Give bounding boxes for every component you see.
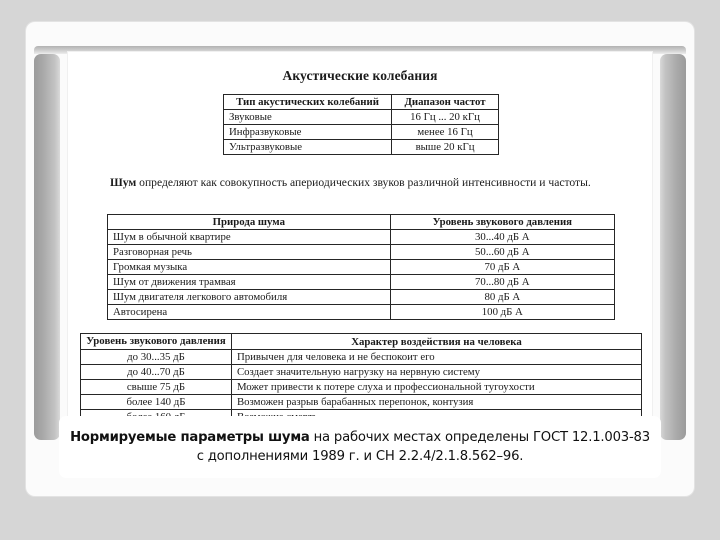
cell-noise-source: Разговорная речь [108, 245, 391, 260]
table-row [224, 125, 499, 140]
cell-sound-pressure-level: до 30...35 дБ [81, 350, 232, 365]
table-noise-effects [80, 333, 642, 425]
table-row [81, 365, 642, 380]
document-title: Акустические колебания [282, 68, 438, 83]
table-header-row [224, 95, 499, 110]
caption-text [69, 428, 651, 466]
cell-noise-source: Шум двигателя легкового автомобиля [108, 290, 391, 305]
table-row [224, 140, 499, 155]
cell-effect-on-human: Может привести к потере слуха и профессиональной тугоухости [231, 380, 641, 395]
table-row [81, 395, 642, 410]
column-header-sound-pressure-level: Уровень звукового давления [81, 334, 232, 350]
cell-sound-pressure-level: свыше 75 дБ [81, 380, 232, 395]
caption-rest-part: на рабочих местах определены ГОСТ 12.1.003-83 с дополнениями 1989 г. и СН 2.2.4/2.1.8.562–96. [196, 430, 650, 464]
cell-noise-source: Шум в обычной квартире [108, 230, 391, 245]
noise-definition-paragraph [88, 174, 633, 191]
cell-acoustic-type: Звуковые [224, 110, 392, 125]
cell-noise-source: Шум от движения трамвая [108, 275, 391, 290]
cell-frequency-range: 16 Гц ... 20 кГц [392, 110, 499, 125]
column-header-effect-on-human: Характер воздействия на человека [231, 334, 641, 350]
cell-sound-pressure-level: 50...60 дБ А [390, 245, 614, 260]
table-row [81, 350, 642, 365]
cell-sound-pressure-level: 70...80 дБ А [390, 275, 614, 290]
cell-effect-on-human: Создает значительную нагрузку на нервную систему [231, 365, 641, 380]
table-row [108, 260, 615, 275]
column-header-sound-pressure-level: Уровень звукового давления [390, 215, 614, 230]
cell-acoustic-type: Ультразвуковые [224, 140, 392, 155]
cell-effect-on-human: Возможен разрыв барабанных перепонок, контузия [231, 395, 641, 410]
frame-side-bar-left [34, 54, 60, 440]
column-header-frequency-range: Диапазон частот [392, 95, 499, 110]
slide-frame [26, 22, 694, 496]
column-header-acoustic-type: Тип акустических колебаний [224, 95, 392, 110]
caption-bold-part: Нормируемые параметры шума [70, 430, 310, 445]
cell-frequency-range: выше 20 кГц [392, 140, 499, 155]
table-acoustic-types [223, 94, 499, 155]
cell-sound-pressure-level: 30...40 дБ А [390, 230, 614, 245]
document-sheet [68, 52, 652, 440]
table-header-row [108, 215, 615, 230]
table-header-row [81, 334, 642, 350]
table-row [108, 305, 615, 320]
cell-sound-pressure-level: 70 дБ А [390, 260, 614, 275]
table-row [108, 230, 615, 245]
cell-noise-source: Автосирена [108, 305, 391, 320]
cell-sound-pressure-level: 80 дБ А [390, 290, 614, 305]
cell-sound-pressure-level: 100 дБ А [390, 305, 614, 320]
cell-sound-pressure-level: более 140 дБ [81, 395, 232, 410]
cell-frequency-range: менее 16 Гц [392, 125, 499, 140]
cell-noise-source: Громкая музыка [108, 260, 391, 275]
column-header-noise-source: Природа шума [108, 215, 391, 230]
table-row [108, 290, 615, 305]
table-row [108, 245, 615, 260]
table-row [81, 380, 642, 395]
cell-effect-on-human: Привычен для человека и не беспокоит его [231, 350, 641, 365]
cell-acoustic-type: Инфразвуковые [224, 125, 392, 140]
table-row [108, 275, 615, 290]
paragraph-lead-word: Шум [110, 176, 137, 189]
cell-sound-pressure-level: до 40...70 дБ [81, 365, 232, 380]
slide-caption [59, 416, 661, 478]
paragraph-body-text: определяют как совокупность апериодических звуков различной интенсивности и частоты. [136, 176, 591, 189]
frame-side-bar-right [660, 54, 686, 440]
table-row [224, 110, 499, 125]
table-noise-sources [107, 214, 615, 320]
